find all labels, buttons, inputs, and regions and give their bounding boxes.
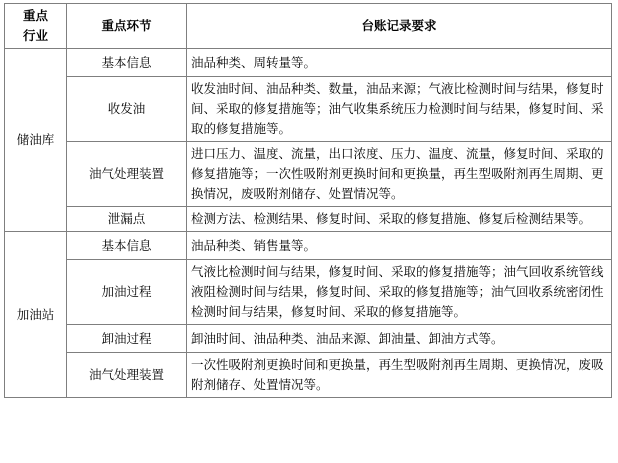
table-row	[5, 232, 612, 260]
header-industry-line1: 重点	[22, 8, 48, 23]
header-stage: 重点环节	[67, 4, 187, 49]
industry-oil-depot: 储油库	[5, 49, 67, 232]
requirement-cell: 检测方法、检测结果、修复时间、采取的修复措施、修复后检测结果等。	[187, 207, 612, 232]
requirement-cell: 油品种类、销售量等。	[187, 232, 612, 260]
header-row	[5, 4, 612, 49]
ledger-requirements-table	[4, 3, 612, 398]
requirement-cell: 卸油时间、油品种类、油品来源、卸油量、卸油方式等。	[187, 325, 612, 353]
requirement-cell: 收发油时间、油品种类、数量，油品来源；气液比检测时间与结果，修复时间、采取的修复措施等；油气收集系统压力检测时间与结果，修复时间、采取的修复措施等。	[187, 77, 612, 142]
header-industry	[5, 4, 67, 49]
table-row	[5, 325, 612, 353]
table-row	[5, 353, 612, 398]
stage-cell: 油气处理装置	[67, 353, 187, 398]
header-industry-line2: 行业	[22, 28, 48, 43]
requirement-cell: 气液比检测时间与结果，修复时间、采取的修复措施等；油气回收系统管线液阻检测时间与结果，修复时间、采取的修复措施等；油气回收系统密闭性检测时间与结果，修复时间、采取的修复措施等。	[187, 260, 612, 325]
stage-cell: 基本信息	[67, 232, 187, 260]
requirement-cell: 油品种类、周转量等。	[187, 49, 612, 77]
stage-cell: 收发油	[67, 77, 187, 142]
table-row	[5, 77, 612, 142]
stage-cell: 卸油过程	[67, 325, 187, 353]
industry-gas-station: 加油站	[5, 232, 67, 398]
stage-cell: 基本信息	[67, 49, 187, 77]
table-row	[5, 49, 612, 77]
table-row	[5, 260, 612, 325]
stage-cell: 油气处理装置	[67, 142, 187, 207]
header-requirement: 台账记录要求	[187, 4, 612, 49]
stage-cell: 加油过程	[67, 260, 187, 325]
requirement-cell: 进口压力、温度、流量，出口浓度、压力、温度、流量，修复时间、采取的修复措施等；一次性吸附剂更换时间和更换量，再生型吸附剂再生周期、更换情况，废吸附剂储存、处置情况等。	[187, 142, 612, 207]
stage-cell: 泄漏点	[67, 207, 187, 232]
requirement-cell: 一次性吸附剂更换时间和更换量，再生型吸附剂再生周期、更换情况，废吸附剂储存、处置情况等。	[187, 353, 612, 398]
table-row	[5, 142, 612, 207]
table-row	[5, 207, 612, 232]
